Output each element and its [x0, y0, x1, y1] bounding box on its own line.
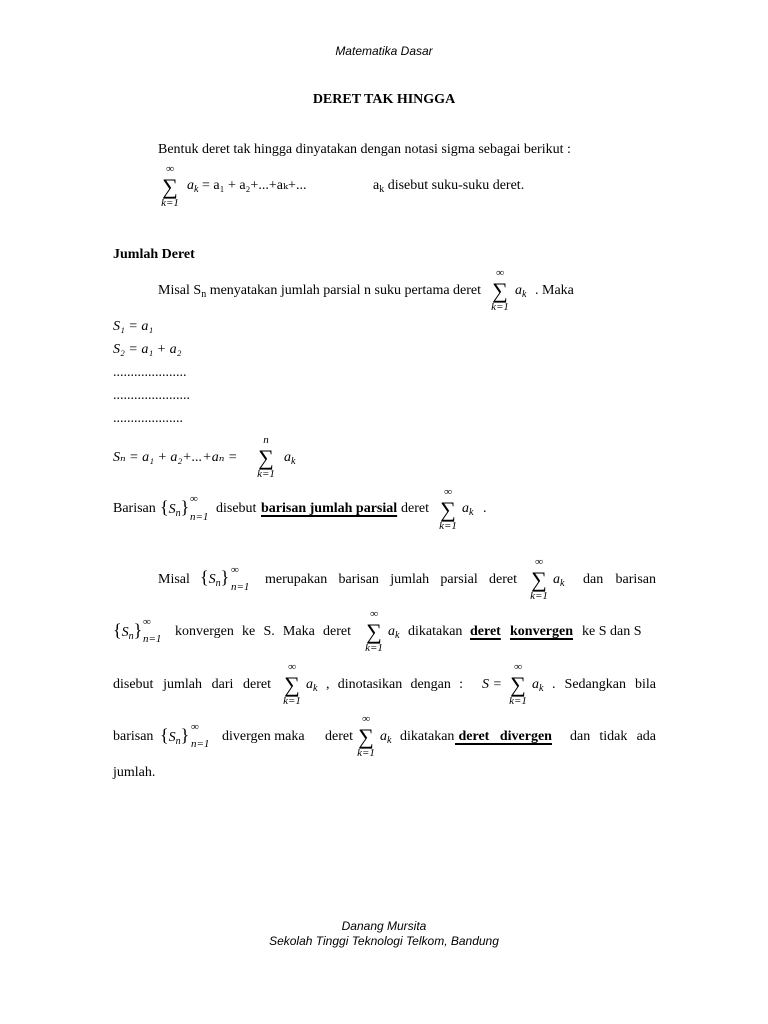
p2-dikatakan-2: dikatakan — [400, 729, 455, 744]
footer-author: Danang Mursita — [341, 919, 427, 933]
intro-text: Bentuk deret tak hingga dinyatakan dengan notasi sigma sebagai berikut : — [158, 142, 571, 157]
p2-tidak-ada: dan tidak ada — [570, 729, 656, 744]
sigma-barisan: ∞ ∑ k=1 — [439, 486, 457, 532]
p2-deret-bold: deret — [470, 624, 501, 639]
dots-line: ...................... — [113, 388, 190, 403]
intro-series: $a_k = a_1 + a_2+...+a_k+$... — [187, 178, 307, 195]
p2-konvergen-ke-s: konvergen ke S. Maka deret — [175, 624, 351, 639]
barisan-jumlah-parsial: barisan jumlah parsial — [261, 501, 398, 516]
sigma-sn: n ∑ k=1 — [257, 434, 275, 480]
p2-s-eq: S = — [482, 677, 502, 692]
s2-line: S₂ = a₁ + a₂ — [113, 342, 182, 357]
sn-seq: $\{S_n\}$ — [160, 497, 190, 519]
p2-deret: deret — [325, 729, 353, 744]
p2-ak-5: $a_k$ — [380, 729, 392, 746]
sigma-p2-2: ∞ ∑ k=1 — [365, 608, 383, 654]
barisan-label: Barisan — [113, 501, 156, 516]
p2-ak-2: $a_k$ — [388, 624, 400, 641]
intro-note: $a_k$ disebut suku-suku deret. — [373, 178, 525, 195]
p2-ak-1: $a_k$ — [553, 572, 565, 589]
sigma-misal: ∞ ∑ k=1 — [491, 267, 509, 313]
sn-ak: $a_k$ — [284, 450, 296, 467]
sigma-intro: ∞ ∑ k=1 — [161, 163, 179, 209]
p2-konvergen-bold: konvergen — [510, 624, 573, 639]
p2-divergen-maka: divergen maka — [222, 729, 305, 744]
p2-ke-s-dan-s: ke S dan S — [582, 624, 642, 639]
sigma-p2-5: ∞ ∑ k=1 — [357, 713, 375, 759]
p2-misal: Misal — [158, 572, 190, 587]
misal-ak: $a_k$ — [515, 283, 527, 300]
deret-word: deret — [401, 501, 429, 516]
sn-seq-sup: ∞ — [190, 493, 198, 505]
sigma-p2-1: ∞ ∑ k=1 — [530, 556, 548, 602]
p2-ak-3: $a_k$ — [306, 677, 318, 694]
p2-seq2-sup: ∞ — [143, 616, 151, 628]
sigma-p2-4: ∞ ∑ k=1 — [509, 661, 527, 707]
section-heading: Jumlah Deret — [113, 247, 195, 262]
p2-ak-4: $a_k$ — [532, 677, 544, 694]
p2-sedangkan: . Sedangkan bila — [552, 677, 656, 692]
s1-line: S₁ = a₁ — [113, 319, 154, 334]
dots-line: ..................... — [113, 365, 187, 380]
dots-line: .................... — [113, 411, 183, 426]
barisan-period: . — [483, 501, 487, 516]
misal-maka: . Maka — [535, 283, 574, 298]
p2-seq-sub: n=1 — [231, 581, 250, 593]
page-title: DERET TAK HINGGA — [312, 92, 456, 107]
p2-seq3-sup: ∞ — [191, 721, 199, 733]
p2-disebut-jumlah: disebut jumlah dari deret — [113, 677, 271, 692]
running-header: Matematika Dasar — [335, 44, 433, 58]
disebut-text: disebut — [216, 501, 257, 516]
p2-barisan: barisan — [113, 729, 154, 744]
misal-line: Misal $S_n$ menyatakan jumlah parsial n suku pertama deret — [158, 283, 482, 300]
p2-seq2-sub: n=1 — [143, 633, 162, 645]
footer-institution: Sekolah Tinggi Teknologi Telkom, Bandung — [269, 934, 499, 948]
sn-line: Sₙ = a₁ + a₂+...+aₙ = — [113, 450, 238, 465]
p2-sn-seq-3: $\{S_n\}$ — [160, 725, 190, 747]
p2-sn-seq: $\{S_n\}$ — [200, 567, 230, 589]
p2-seq3-sub: n=1 — [191, 738, 210, 750]
barisan-ak: $a_k$ — [462, 501, 474, 518]
p2-dikatakan: dikatakan — [408, 624, 463, 639]
p2-sn-seq-2: $\{S_n\}$ — [113, 620, 143, 642]
sn-seq-sub: n=1 — [190, 511, 209, 523]
p2-deret-divergen: deret divergen — [455, 729, 552, 744]
sigma-p2-3: ∞ ∑ k=1 — [283, 661, 301, 707]
p2-jumlah: jumlah. — [113, 765, 156, 780]
p2-merupakan: merupakan barisan jumlah parsial deret — [265, 572, 517, 587]
p2-seq-sup: ∞ — [231, 564, 239, 576]
p2-dan-barisan: dan barisan — [583, 572, 656, 587]
p2-dinotasikan: , dinotasikan dengan : — [326, 677, 463, 692]
